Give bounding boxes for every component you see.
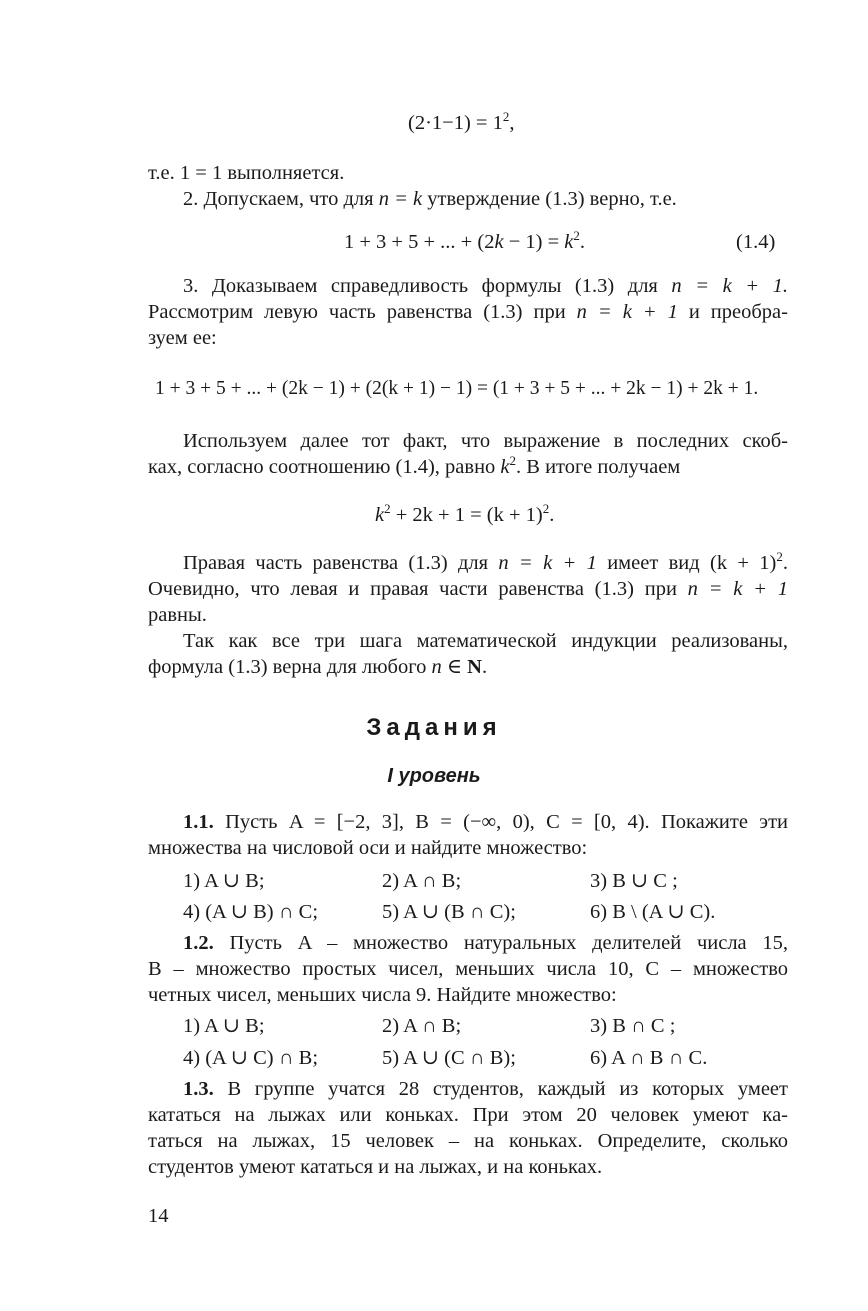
para-right-line-1-end: . <box>782 552 788 574</box>
para-right-line-2 <box>148 576 788 603</box>
task-1-2-number: 1.2. <box>183 932 214 954</box>
formula-base-case-exponent: 2 <box>502 109 510 124</box>
formula-1-4-label: (1.4) <box>736 231 776 253</box>
task-1-3-line-4: студентов умеют кататься и на лыжах, и на коньках. <box>148 1156 603 1178</box>
para-right-line-1-condition: n = k + 1 <box>498 552 597 574</box>
formula-square <box>375 502 554 529</box>
step-3-line-1 <box>183 273 788 300</box>
page-number: 14 <box>148 1205 169 1227</box>
step-3-line-1-condition: n = k + 1. <box>671 275 788 297</box>
step-2-line <box>183 186 677 213</box>
para-right-line-1-prefix: Правая часть равенства (1.3) для <box>183 552 499 574</box>
para-use-line-2-prefix: ках, согласно соотношению (1.4), равно <box>148 456 501 478</box>
formula-square-exponent-1: 2 <box>384 501 391 516</box>
task-1-2-option-5: 5) A ∪ (C ∩ B); <box>382 1047 516 1069</box>
para-right-line-3: равны. <box>148 604 207 626</box>
task-1-2-line-1 <box>183 930 788 957</box>
task-1-2-option-3: 3) B ∩ C ; <box>590 1015 676 1037</box>
formula-base-case-comma: , <box>509 112 515 134</box>
formula-1-4 <box>344 229 585 256</box>
formula-1-4-lhs: 1 + 3 + 5 + ... + (2 <box>344 231 495 253</box>
task-1-3-line-2: кататься на лыжах или коньках. При этом 20 человек умеют ка- <box>148 1104 788 1126</box>
para-use-line-2 <box>148 454 680 481</box>
formula-base-case-body: (2·1−1) = 1 <box>408 112 503 134</box>
para-conclusion-end: . <box>481 656 488 678</box>
task-1-2-option-4: 4) (A ∪ C) ∩ B; <box>183 1047 319 1069</box>
task-1-2-option-6: 6) A ∩ B ∩ C. <box>590 1047 708 1069</box>
formula-1-4-exponent: 2 <box>573 228 580 243</box>
para-right-line-2-prefix: Очевидно, что левая и правая части равенства (1.3) при <box>148 578 688 600</box>
task-1-2-line-3: четных чисел, меньших числа 9. Найдите множество: <box>148 984 617 1006</box>
para-right-line-1 <box>183 550 788 577</box>
formula-long: 1 + 3 + 5 + ... + (2k − 1) + (2(k + 1) − 1) = (1 + 3 + 5 + ... + 2k − 1) + 2k + 1. <box>155 378 759 399</box>
para-conclusion-line-2 <box>148 654 487 681</box>
task-1-1-option-5: 5) A ∪ (B ∩ C); <box>382 901 516 923</box>
formula-square-exponent-2: 2 <box>542 501 550 516</box>
task-1-2-option-2: 2) A ∩ B; <box>382 1015 462 1037</box>
step-3-line-3: зуем ее: <box>148 327 217 349</box>
task-1-1-option-1: 1) A ∪ B; <box>183 870 265 892</box>
para-conclusion-line-1: Так как все три шага математической индукции реализованы, <box>183 630 788 652</box>
formula-1-4-k-rhs: k <box>564 231 574 253</box>
task-1-1-option-2: 2) A ∩ B; <box>382 870 462 892</box>
para-conclusion-n: n <box>431 656 442 678</box>
step-2-condition: n = k <box>378 188 423 210</box>
task-1-3-number: 1.3. <box>183 1078 214 1100</box>
step-3-line-1-prefix: 3. Доказываем справедливость формулы (1.3) для <box>183 275 672 297</box>
step-3-line-2-suffix: и преобра- <box>677 301 788 323</box>
formula-square-k: k <box>375 504 385 526</box>
para-right-line-1-suffix: имеет вид (k + 1) <box>596 552 777 574</box>
step-2-suffix: утверждение (1.3) верно, т.е. <box>422 188 677 210</box>
task-1-3-line-3: таться на лыжах, 15 человек – на коньках. Определите, сколько <box>148 1130 788 1152</box>
para-use-line-2-exponent: 2 <box>509 453 517 468</box>
step-3-line-2-prefix: Рассмотрим левую часть равенства (1.3) при <box>148 301 577 323</box>
para-use-line-2-k: k <box>500 456 510 478</box>
step-2-prefix: 2. Допускаем, что для <box>183 188 379 210</box>
para-conclusion-naturals: N <box>467 656 482 678</box>
para-use-line-2-suffix: . В итоге получаем <box>516 456 681 478</box>
task-1-3-line-1 <box>183 1076 788 1103</box>
step-3-line-2 <box>148 299 788 326</box>
formula-1-4-end: . <box>579 231 585 253</box>
task-1-2-line-1-text: Пусть A – множество натуральных делителей числа 15, <box>229 932 789 954</box>
para-conclusion-line-2-prefix: формула (1.3) верна для любого <box>148 656 432 678</box>
para-right-line-2-condition: n = k + 1 <box>687 578 788 600</box>
formula-1-4-mid: − 1) = <box>503 231 565 253</box>
para-use-line-1: Используем далее тот факт, что выражение в последних скоб- <box>183 430 788 452</box>
task-1-1-number: 1.1. <box>183 811 214 833</box>
task-1-2-option-1: 1) A ∪ B; <box>183 1015 265 1037</box>
formula-base-case <box>408 110 514 137</box>
formula-1-4-k: k <box>494 231 504 253</box>
task-1-1-line-2: множества на числовой оси и найдите множество: <box>148 837 588 859</box>
task-1-3-line-1-text: В группе учатся 28 студентов, каждый из которых умеет <box>227 1078 788 1100</box>
task-1-1-line-1-text: Пусть A = [−2, 3], B = (−∞, 0), C = [0, 4). Покажите эти <box>225 811 788 833</box>
para-right-line-1-exponent: 2 <box>776 549 783 564</box>
formula-square-body: + 2k + 1 = (k + 1) <box>390 504 543 526</box>
section-title: Задания <box>366 714 502 741</box>
task-1-1-option-4: 4) (A ∪ B) ∩ C; <box>183 901 319 923</box>
step-3-line-2-condition: n = k + 1 <box>576 301 678 323</box>
level-title: I уровень <box>387 765 481 787</box>
task-1-1-option-3: 3) B ∪ C ; <box>590 870 678 892</box>
task-1-1-option-6: 6) B \ (A ∪ C). <box>590 901 716 923</box>
para-conclusion-in: ∈ <box>441 656 468 678</box>
task-1-2-line-2: B – множество простых чисел, меньших числа 10, C – множество <box>148 958 788 980</box>
text-te-holds: т.е. 1 = 1 выполняется. <box>148 162 345 184</box>
task-1-1-line-1 <box>183 809 788 836</box>
formula-square-end: . <box>549 504 555 526</box>
